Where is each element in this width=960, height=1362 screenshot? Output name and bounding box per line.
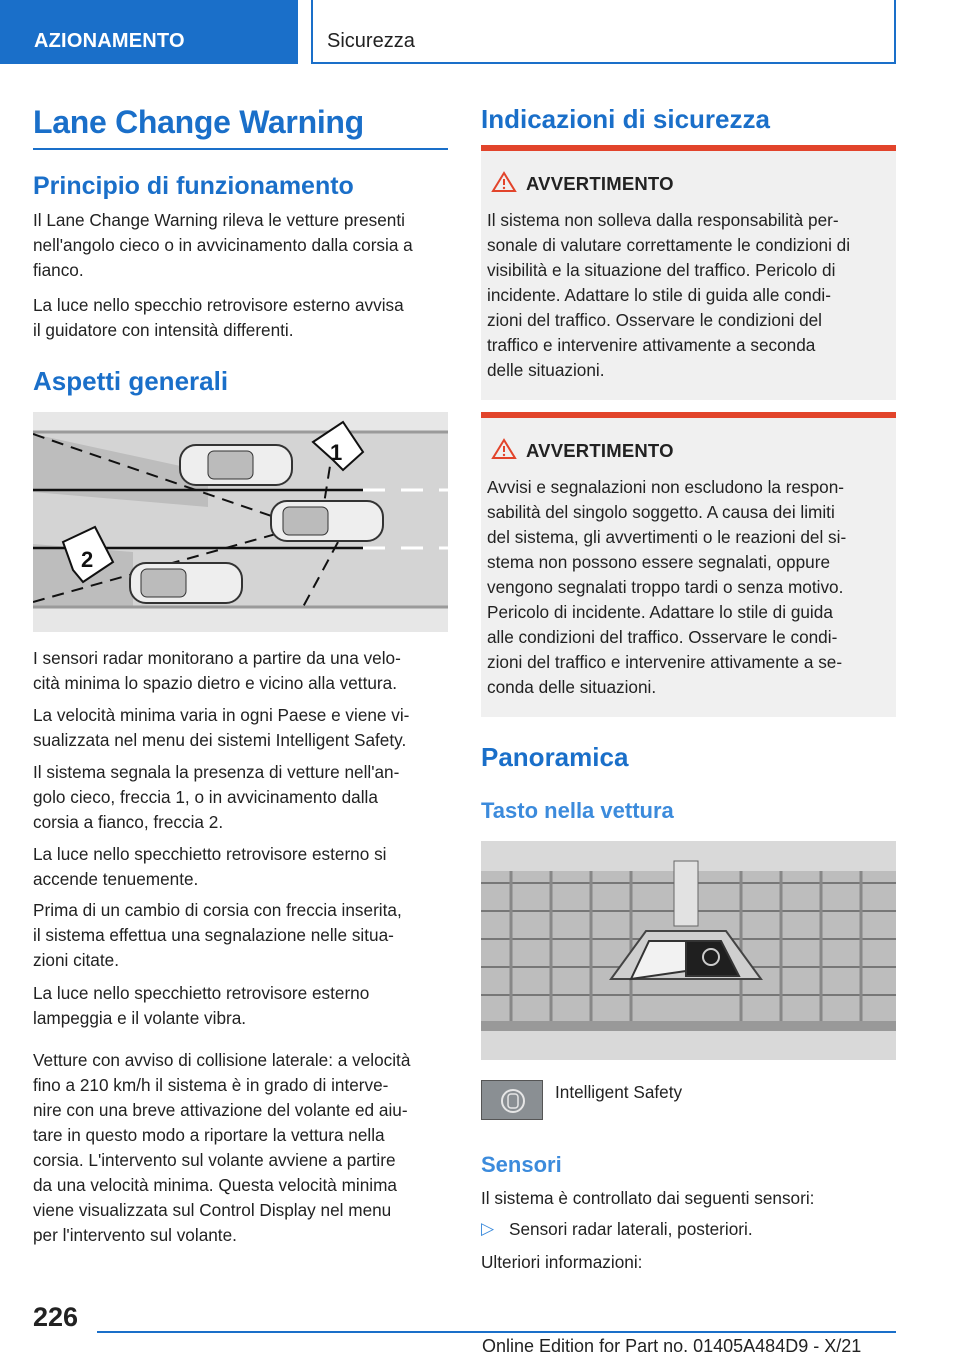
car-safety-icon <box>482 1081 544 1121</box>
text-line: La luce nello specchio retrovisore esterno avvisa <box>33 295 404 315</box>
text-line: cità minima lo spazio dietro e vicino alla vettura. <box>33 673 397 693</box>
text-line: del sistema, gli avvertimenti o le reazioni del si- <box>487 527 847 547</box>
text-line: golo cieco, freccia 1, o in avvicinamento dalla <box>33 787 378 807</box>
warning-title: AVVERTIMENTO <box>526 173 674 194</box>
text-line: I sensori radar monitorano a partire da una velo- <box>33 648 401 668</box>
car-icon <box>130 563 242 603</box>
heading-safety: Indicazioni di sicurezza <box>481 104 770 134</box>
paragraph-principle-2 <box>33 293 404 343</box>
lane-change-illustration <box>33 412 448 632</box>
bullet-triangle-icon: ▷ <box>481 1218 495 1238</box>
section-tab <box>0 0 298 64</box>
heading-overview: Panoramica <box>481 742 629 772</box>
intelligent-safety-button-icon <box>481 1080 543 1120</box>
text-line: zioni del traffico. Osservare le condizioni del <box>487 310 823 330</box>
warning-triangle-icon <box>491 171 517 193</box>
text-line: stema non possono essere segnalati, oppure <box>487 552 831 572</box>
warning-triangle-icon <box>491 438 517 460</box>
heading-general: Aspetti generali <box>33 366 229 396</box>
text-line: per l'intervento sul volante. <box>33 1225 237 1245</box>
warning-box-1 <box>481 145 896 400</box>
text-line: incidente. Adattare lo stile di guida alle condi- <box>487 285 831 305</box>
chapter-header <box>311 0 896 64</box>
paragraph-principle-1 <box>33 208 413 283</box>
warning-body <box>487 475 892 700</box>
paragraph-sensors-radar <box>33 646 401 696</box>
text-line: traffico e intervenire attivamente a seconda <box>487 335 816 355</box>
text-line: delle situazioni. <box>487 360 605 380</box>
sensors-list-item: Sensori radar laterali, posteriori. <box>509 1219 753 1239</box>
text-line: sonale di valutare correttamente le condizioni di <box>487 235 851 255</box>
paragraph-mirror-blink <box>33 981 369 1031</box>
text-line: Il Lane Change Warning rileva le vetture presenti <box>33 210 405 230</box>
page-number: 226 <box>33 1302 79 1332</box>
car-icon <box>271 501 383 541</box>
paragraph-lane-change <box>33 898 402 973</box>
text-line: Avvisi e segnalazioni non escludono la respon- <box>487 477 845 497</box>
text-line: sualizzata nel menu dei sistemi Intelligent Safety. <box>33 730 407 750</box>
text-line: vengono segnalati troppo tardi o senza motivo. <box>487 577 844 597</box>
text-line: il guidatore con intensità differenti. <box>33 320 294 340</box>
text-line: accende tenuemente. <box>33 869 199 889</box>
text-line: il sistema effettua una segnalazione nelle situa- <box>33 925 394 945</box>
warning-body <box>487 208 892 383</box>
paragraph-min-speed <box>33 703 409 753</box>
sensors-intro: Il sistema è controllato dai seguenti sensori: <box>481 1188 815 1208</box>
text-line: lampeggia e il volante vibra. <box>33 1008 247 1028</box>
text-line: sabilità del singolo soggetto. A causa dei limiti <box>487 502 835 522</box>
text-line: tare in questo modo a riportare la vettura nella <box>33 1125 385 1145</box>
text-line: Il sistema segnala la presenza di vetture nell'an- <box>33 762 400 782</box>
text-line: La luce nello specchietto retrovisore esterno <box>33 983 370 1003</box>
warning-box-2 <box>481 412 896 717</box>
arrow-1-label: 1 <box>330 440 343 465</box>
section-label: AZIONAMENTO <box>34 30 185 52</box>
text-line: zioni citate. <box>33 950 119 970</box>
car-icon <box>180 445 292 485</box>
paragraph-mirror-light <box>33 842 387 892</box>
text-line: viene visualizzata sul Control Display nel menu <box>33 1200 392 1220</box>
title-rule <box>33 148 448 150</box>
heading-sensors: Sensori <box>481 1152 562 1177</box>
heading-button: Tasto nella vettura <box>481 798 674 823</box>
text-line: Prima di un cambio di corsia con freccia inserita, <box>33 900 402 920</box>
footer-rule <box>97 1331 896 1333</box>
heading-principle: Principio di funzionamento <box>33 172 354 200</box>
road-figure <box>33 412 448 632</box>
text-line: Il sistema non solleva dalla responsabilità per- <box>487 210 839 230</box>
text-line: zioni del traffico e intervenire attivamente a se- <box>487 652 843 672</box>
text-line: corsia. L'intervento sul volante avviene a partire <box>33 1150 396 1170</box>
paragraph-system-signal <box>33 760 399 835</box>
text-line: fianco. <box>33 260 84 280</box>
text-line: da una velocità minima. Questa velocità minima <box>33 1175 397 1195</box>
grille-figure <box>481 841 896 1060</box>
text-line: Vetture con avviso di collisione laterale: a velocità <box>33 1050 411 1070</box>
text-line: La velocità minima varia in ogni Paese e viene vi- <box>33 705 410 725</box>
text-line: alle condizioni del traffico. Osservare le condi- <box>487 627 838 647</box>
more-info: Ulteriori informazioni: <box>481 1252 643 1272</box>
text-line: visibilità e la situazione del traffico. Pericolo di <box>487 260 836 280</box>
text-line: nell'angolo cieco o in avvicinamento dalla corsia a <box>33 235 413 255</box>
button-label: Intelligent Safety <box>555 1082 683 1102</box>
paragraph-side-collision <box>33 1048 410 1248</box>
text-line: Pericolo di incidente. Adattare lo stile di guida <box>487 602 833 622</box>
text-line: fino a 210 km/h il sistema è in grado di interve- <box>33 1075 389 1095</box>
text-line: conda delle situazioni. <box>487 677 657 697</box>
text-line: La luce nello specchietto retrovisore esterno si <box>33 844 387 864</box>
warning-title: AVVERTIMENTO <box>526 440 674 461</box>
button-location-illustration <box>481 841 896 1060</box>
page-title: Lane Change Warning <box>33 104 364 140</box>
chapter-label: Sicurezza <box>327 30 415 52</box>
footer-edition: Online Edition for Part no. 01405A484D9 - X/21 <box>482 1336 862 1356</box>
text-line: corsia a fianco, freccia 2. <box>33 812 224 832</box>
arrow-2-label: 2 <box>81 547 94 572</box>
text-line: nire con una breve attivazione del volante ed aiu- <box>33 1100 408 1120</box>
